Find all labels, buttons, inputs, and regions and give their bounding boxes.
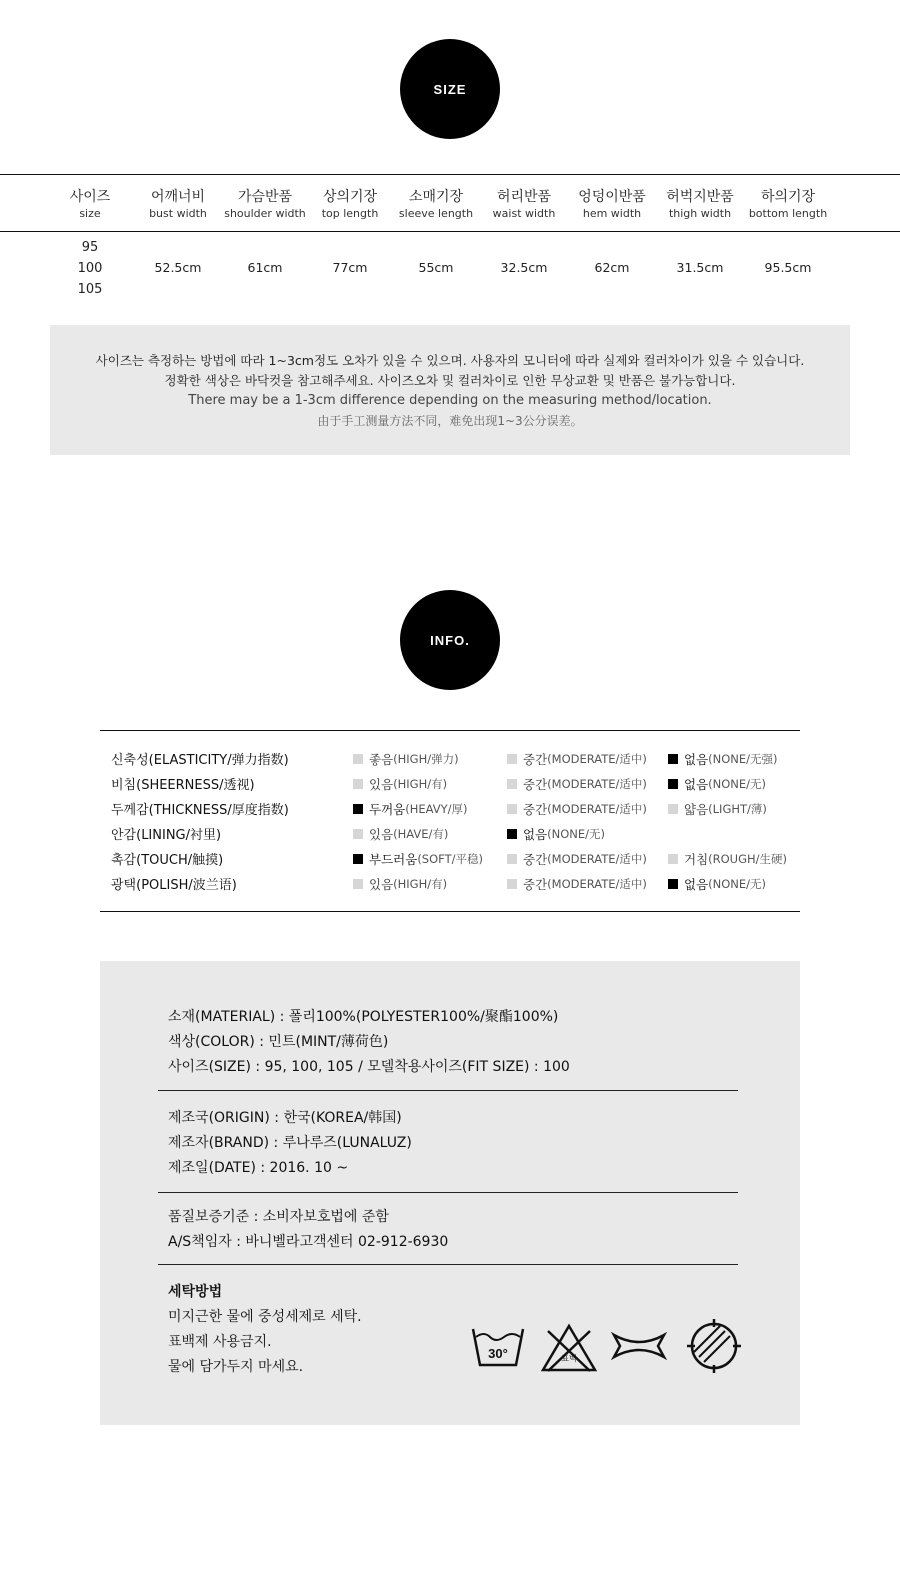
size-value-cell: 61cm — [247, 260, 283, 275]
checked-square-icon — [668, 779, 678, 789]
option-sublabel: (NONE/无强) — [708, 752, 778, 766]
option-sublabel: (HIGH/有) — [393, 777, 448, 791]
column-label-en: bust width — [149, 207, 207, 220]
size-list — [60, 237, 120, 300]
size-column-header — [310, 175, 390, 220]
unchecked-square-icon — [353, 829, 363, 839]
option-label: 부드러움 — [369, 852, 418, 867]
info-row-label: 신축성(ELASTICITY/弹力指数) — [111, 753, 289, 768]
column-label-en: thigh width — [668, 207, 732, 220]
column-label-en: top length — [321, 207, 379, 220]
no-bleach-icon — [540, 1323, 598, 1373]
size-value-cell: 95.5cm — [764, 260, 812, 275]
info-option — [668, 750, 778, 768]
info-row — [100, 771, 800, 796]
size-95: 95 — [81, 240, 99, 255]
info-row — [100, 746, 800, 771]
column-label-ko: 하의기장 — [760, 189, 816, 205]
info-row — [100, 821, 800, 846]
option-sublabel: (NONE/无) — [708, 777, 767, 791]
info-row — [100, 796, 800, 821]
info-row — [100, 846, 800, 871]
size-column-header — [567, 175, 657, 220]
unchecked-square-icon — [507, 854, 517, 864]
column-label-en: hem width — [582, 207, 642, 220]
wring-icon — [610, 1331, 668, 1361]
size-105: 105 — [77, 282, 103, 297]
info-row-label: 두께감(THICKNESS/厚度指数) — [111, 803, 289, 818]
size-table — [0, 174, 900, 312]
wash-line-2: 표백제 사용금지. — [168, 1334, 272, 1350]
color-text: 색상(COLOR) : 민트(MINT/薄荷色) — [168, 1034, 389, 1050]
column-label-ko: 사이즈 — [69, 189, 111, 205]
wash-line-3: 물에 담가두지 마세요. — [168, 1359, 304, 1375]
info-option — [353, 750, 459, 768]
column-label-ko: 소매기장 — [408, 189, 464, 205]
notice-line-2: 정확한 색상은 바닥컷을 참고해주세요. 사이즈오차 및 컬러차이로 인한 무상교환 및 반품은 불가능합니다. — [164, 373, 736, 388]
info-row — [100, 871, 800, 896]
size-value-cell: 32.5cm — [500, 260, 548, 275]
as-text: A/S책임자 : 바니벨라고객센터 02-912-6930 — [168, 1234, 449, 1250]
checked-square-icon — [353, 804, 363, 814]
info-option — [353, 825, 448, 843]
option-label: 중간 — [523, 777, 548, 792]
column-label-en: bottom length — [748, 207, 828, 220]
size-table-body — [0, 232, 900, 312]
option-label: 없음 — [684, 752, 709, 767]
wash-title: 세탁방법 — [168, 1284, 223, 1300]
option-label: 좋음 — [369, 752, 394, 767]
option-label: 있음 — [369, 777, 394, 792]
unchecked-square-icon — [353, 879, 363, 889]
info-option — [507, 775, 647, 793]
option-sublabel: (MODERATE/适中) — [547, 752, 647, 766]
size-100: 100 — [77, 261, 103, 276]
size-value-cell: 52.5cm — [154, 260, 202, 275]
info-row-label: 비침(SHEERNESS/透视) — [111, 778, 255, 793]
info-option — [353, 800, 468, 818]
unchecked-square-icon — [507, 779, 517, 789]
option-sublabel: (LIGHT/薄) — [708, 802, 767, 816]
option-sublabel: (NONE/无) — [708, 877, 767, 891]
size-text: 사이즈(SIZE) : 95, 100, 105 / 모델착용사이즈(FIT SIZE) : 100 — [168, 1059, 570, 1075]
size-notice — [50, 325, 850, 455]
option-sublabel: (ROUGH/生硬) — [708, 852, 788, 866]
size-column-header — [479, 175, 569, 220]
option-label: 얇음 — [684, 802, 709, 817]
option-sublabel: (MODERATE/适中) — [547, 852, 647, 866]
option-label: 중간 — [523, 852, 548, 867]
unchecked-square-icon — [507, 754, 517, 764]
option-sublabel: (MODERATE/适中) — [547, 777, 647, 791]
column-label-ko: 엉덩이반품 — [578, 189, 646, 205]
divider — [158, 1192, 738, 1193]
option-label: 두꺼움 — [369, 802, 406, 817]
column-label-ko: 상의기장 — [322, 189, 378, 205]
info-option — [353, 850, 483, 868]
info-option — [668, 875, 766, 893]
size-table-header — [0, 174, 900, 232]
wash-temp-label: 30° — [488, 1346, 508, 1361]
unchecked-square-icon — [668, 854, 678, 864]
size-value-cell: 55cm — [418, 260, 454, 275]
info-row-label: 안감(LINING/衬里) — [111, 828, 222, 843]
checked-square-icon — [507, 829, 517, 839]
info-option — [507, 800, 647, 818]
size-value-cell: 31.5cm — [676, 260, 724, 275]
option-label: 중간 — [523, 802, 548, 817]
unchecked-square-icon — [668, 804, 678, 814]
no-tumble-dry-icon — [685, 1317, 743, 1375]
column-label-en: size — [79, 207, 101, 220]
option-label: 있음 — [369, 877, 394, 892]
info-option — [507, 875, 647, 893]
column-label-ko: 허리반품 — [496, 189, 552, 205]
column-label-en: sleeve length — [398, 207, 474, 220]
info-option — [507, 825, 605, 843]
option-label: 중간 — [523, 752, 548, 767]
date-text: 제조일(DATE) : 2016. 10 ~ — [168, 1160, 349, 1176]
unchecked-square-icon — [353, 754, 363, 764]
column-label-en: shoulder width — [224, 207, 306, 220]
wash-30-icon — [470, 1323, 526, 1369]
option-sublabel: (HEAVY/厚) — [405, 802, 468, 816]
option-label: 없음 — [523, 827, 548, 842]
brand-text: 제조자(BRAND) : 루나루즈(LUNALUZ) — [168, 1135, 412, 1151]
checked-square-icon — [668, 754, 678, 764]
size-value-cell: 62cm — [594, 260, 630, 275]
info-option — [353, 875, 447, 893]
wash-line-1: 미지근한 물에 중성세제로 세탁. — [168, 1309, 362, 1325]
option-sublabel: (HIGH/有) — [393, 877, 448, 891]
size-column-header — [215, 175, 315, 220]
option-sublabel: (SOFT/平稳) — [417, 852, 483, 866]
option-label: 중간 — [523, 877, 548, 892]
divider — [158, 1264, 738, 1265]
option-sublabel: (NONE/无) — [547, 827, 606, 841]
column-label-ko: 어깨너비 — [150, 189, 206, 205]
option-sublabel: (MODERATE/适中) — [547, 877, 647, 891]
column-label-en: waist width — [492, 207, 556, 220]
column-label-ko: 허벅지반품 — [666, 189, 734, 205]
wash-icons — [470, 1323, 750, 1383]
option-sublabel: (HIGH/弹力) — [393, 752, 459, 766]
info-option — [668, 775, 766, 793]
option-sublabel: (HAVE/有) — [393, 827, 449, 841]
size-column-header — [738, 175, 838, 220]
size-column-header — [45, 175, 135, 220]
option-sublabel: (MODERATE/适中) — [547, 802, 647, 816]
column-label-ko: 가슴반품 — [237, 189, 293, 205]
bleach-label: 표백 — [561, 1354, 577, 1363]
notice-line-4: 由于手工测量方法不同，难免出现1~3公分误差。 — [317, 414, 583, 428]
unchecked-square-icon — [507, 879, 517, 889]
checked-square-icon — [353, 854, 363, 864]
info-option — [668, 800, 767, 818]
info-option — [353, 775, 447, 793]
option-label: 거침 — [684, 852, 709, 867]
size-column-header — [655, 175, 745, 220]
option-label: 있음 — [369, 827, 394, 842]
info-row-label: 광택(POLISH/波兰语) — [111, 878, 237, 893]
notice-line-1: 사이즈는 측정하는 방법에 따라 1~3cm정도 오차가 있을 수 있으며. 사용자의 모니터에 따라 실제와 컬러차이가 있을 수 있습니다. — [95, 353, 805, 368]
info-badge: INFO. — [400, 590, 500, 690]
quality-text: 품질보증기준 : 소비자보호법에 준함 — [168, 1209, 389, 1225]
info-row-label: 촉감(TOUCH/触摸) — [111, 853, 224, 868]
info-option — [668, 850, 787, 868]
option-label: 없음 — [684, 777, 709, 792]
option-label: 없음 — [684, 877, 709, 892]
size-badge: SIZE — [400, 39, 500, 139]
unchecked-square-icon — [507, 804, 517, 814]
divider — [158, 1090, 738, 1091]
size-column-header — [386, 175, 486, 220]
info-option — [507, 750, 647, 768]
checked-square-icon — [668, 879, 678, 889]
notice-line-3: There may be a 1-3cm difference depending on the measuring method/location. — [188, 393, 712, 408]
size-value-cell: 77cm — [332, 260, 368, 275]
spec-box — [100, 961, 800, 1425]
unchecked-square-icon — [353, 779, 363, 789]
size-column-header — [133, 175, 223, 220]
info-table — [100, 730, 800, 912]
info-option — [507, 850, 647, 868]
material-text: 소재(MATERIAL) : 폴리100%(POLYESTER100%/聚酯100%) — [168, 1009, 559, 1025]
origin-text: 제조국(ORIGIN) : 한국(KOREA/韩国) — [168, 1110, 402, 1126]
